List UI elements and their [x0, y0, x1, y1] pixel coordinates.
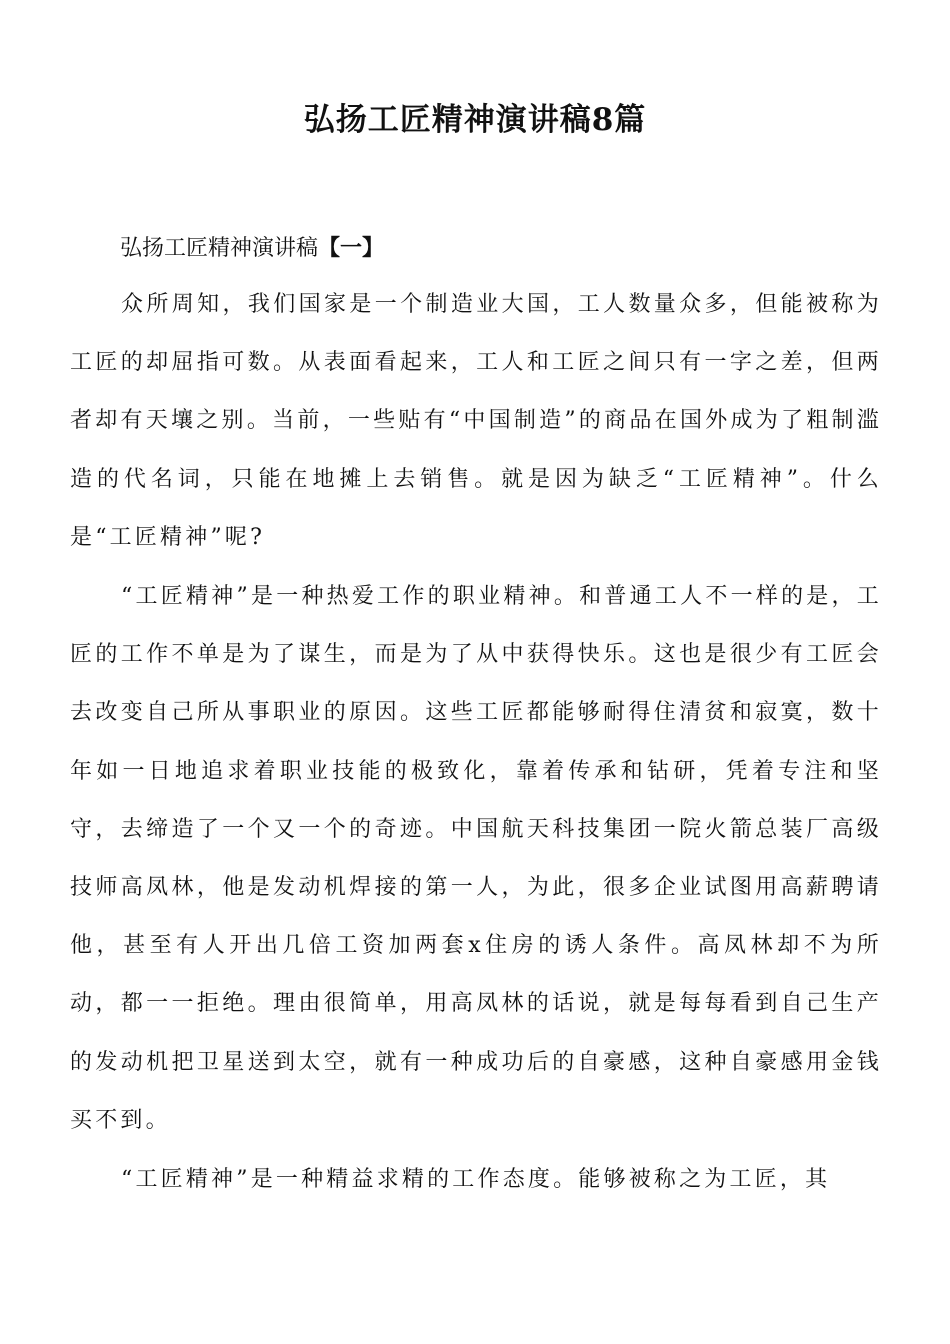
paragraph-1: 众所周知，我们国家是一个制造业大国，工人数量众多，但能被称为工匠的却屈指可数。从表面看起来，工人和工匠之间只有一字之差，但两者却有天壤之别。当前，一些贴有“中国制造”的商品在国外成为了粗制滥造的代名词，只能在地摊上去销售。就是因为缺乏“工匠精神”。什么是“工匠精神”呢?: [70, 292, 882, 550]
paragraph-3: “工匠精神”是一种精益求精的工作态度。能够被称之为工匠，其: [121, 1167, 831, 1192]
section-heading-marker: 【一】: [318, 235, 385, 261]
section-heading: [120, 228, 384, 269]
section-heading-text: 弘扬工匠精神演讲稿: [120, 236, 319, 261]
document-title: 弘扬工匠精神演讲稿8篇: [303, 102, 647, 138]
paragraph-2: “工匠精神”是一种热爱工作的职业精神。和普通工人不一样的是，工匠的工作不单是为了谋生，而是为了从中获得快乐。这也是很少有工匠会去改变自己所从事职业的原因。这些工匠都能够耐得住清贫和寂寞，数十年如一日地追求着职业技能的极致化，靠着传承和钻研，凭着专注和坚守，去缔造了一个又一个的奇迹。中国航天科技集团一院火箭总装厂高级技师高凤林，他是发动机焊接的第一人，为此，很多企业试图用高薪聘请他，甚至有人开出几倍工资加两套x住房的诱人条件。高凤林却不为所动，都一一拒绝。理由很简单，用高凤林的话说，就是每每看到自己生产的发动机把卫星送到太空，就有一种成功后的自豪感，这种自豪感用金钱买不到。: [70, 584, 882, 1133]
